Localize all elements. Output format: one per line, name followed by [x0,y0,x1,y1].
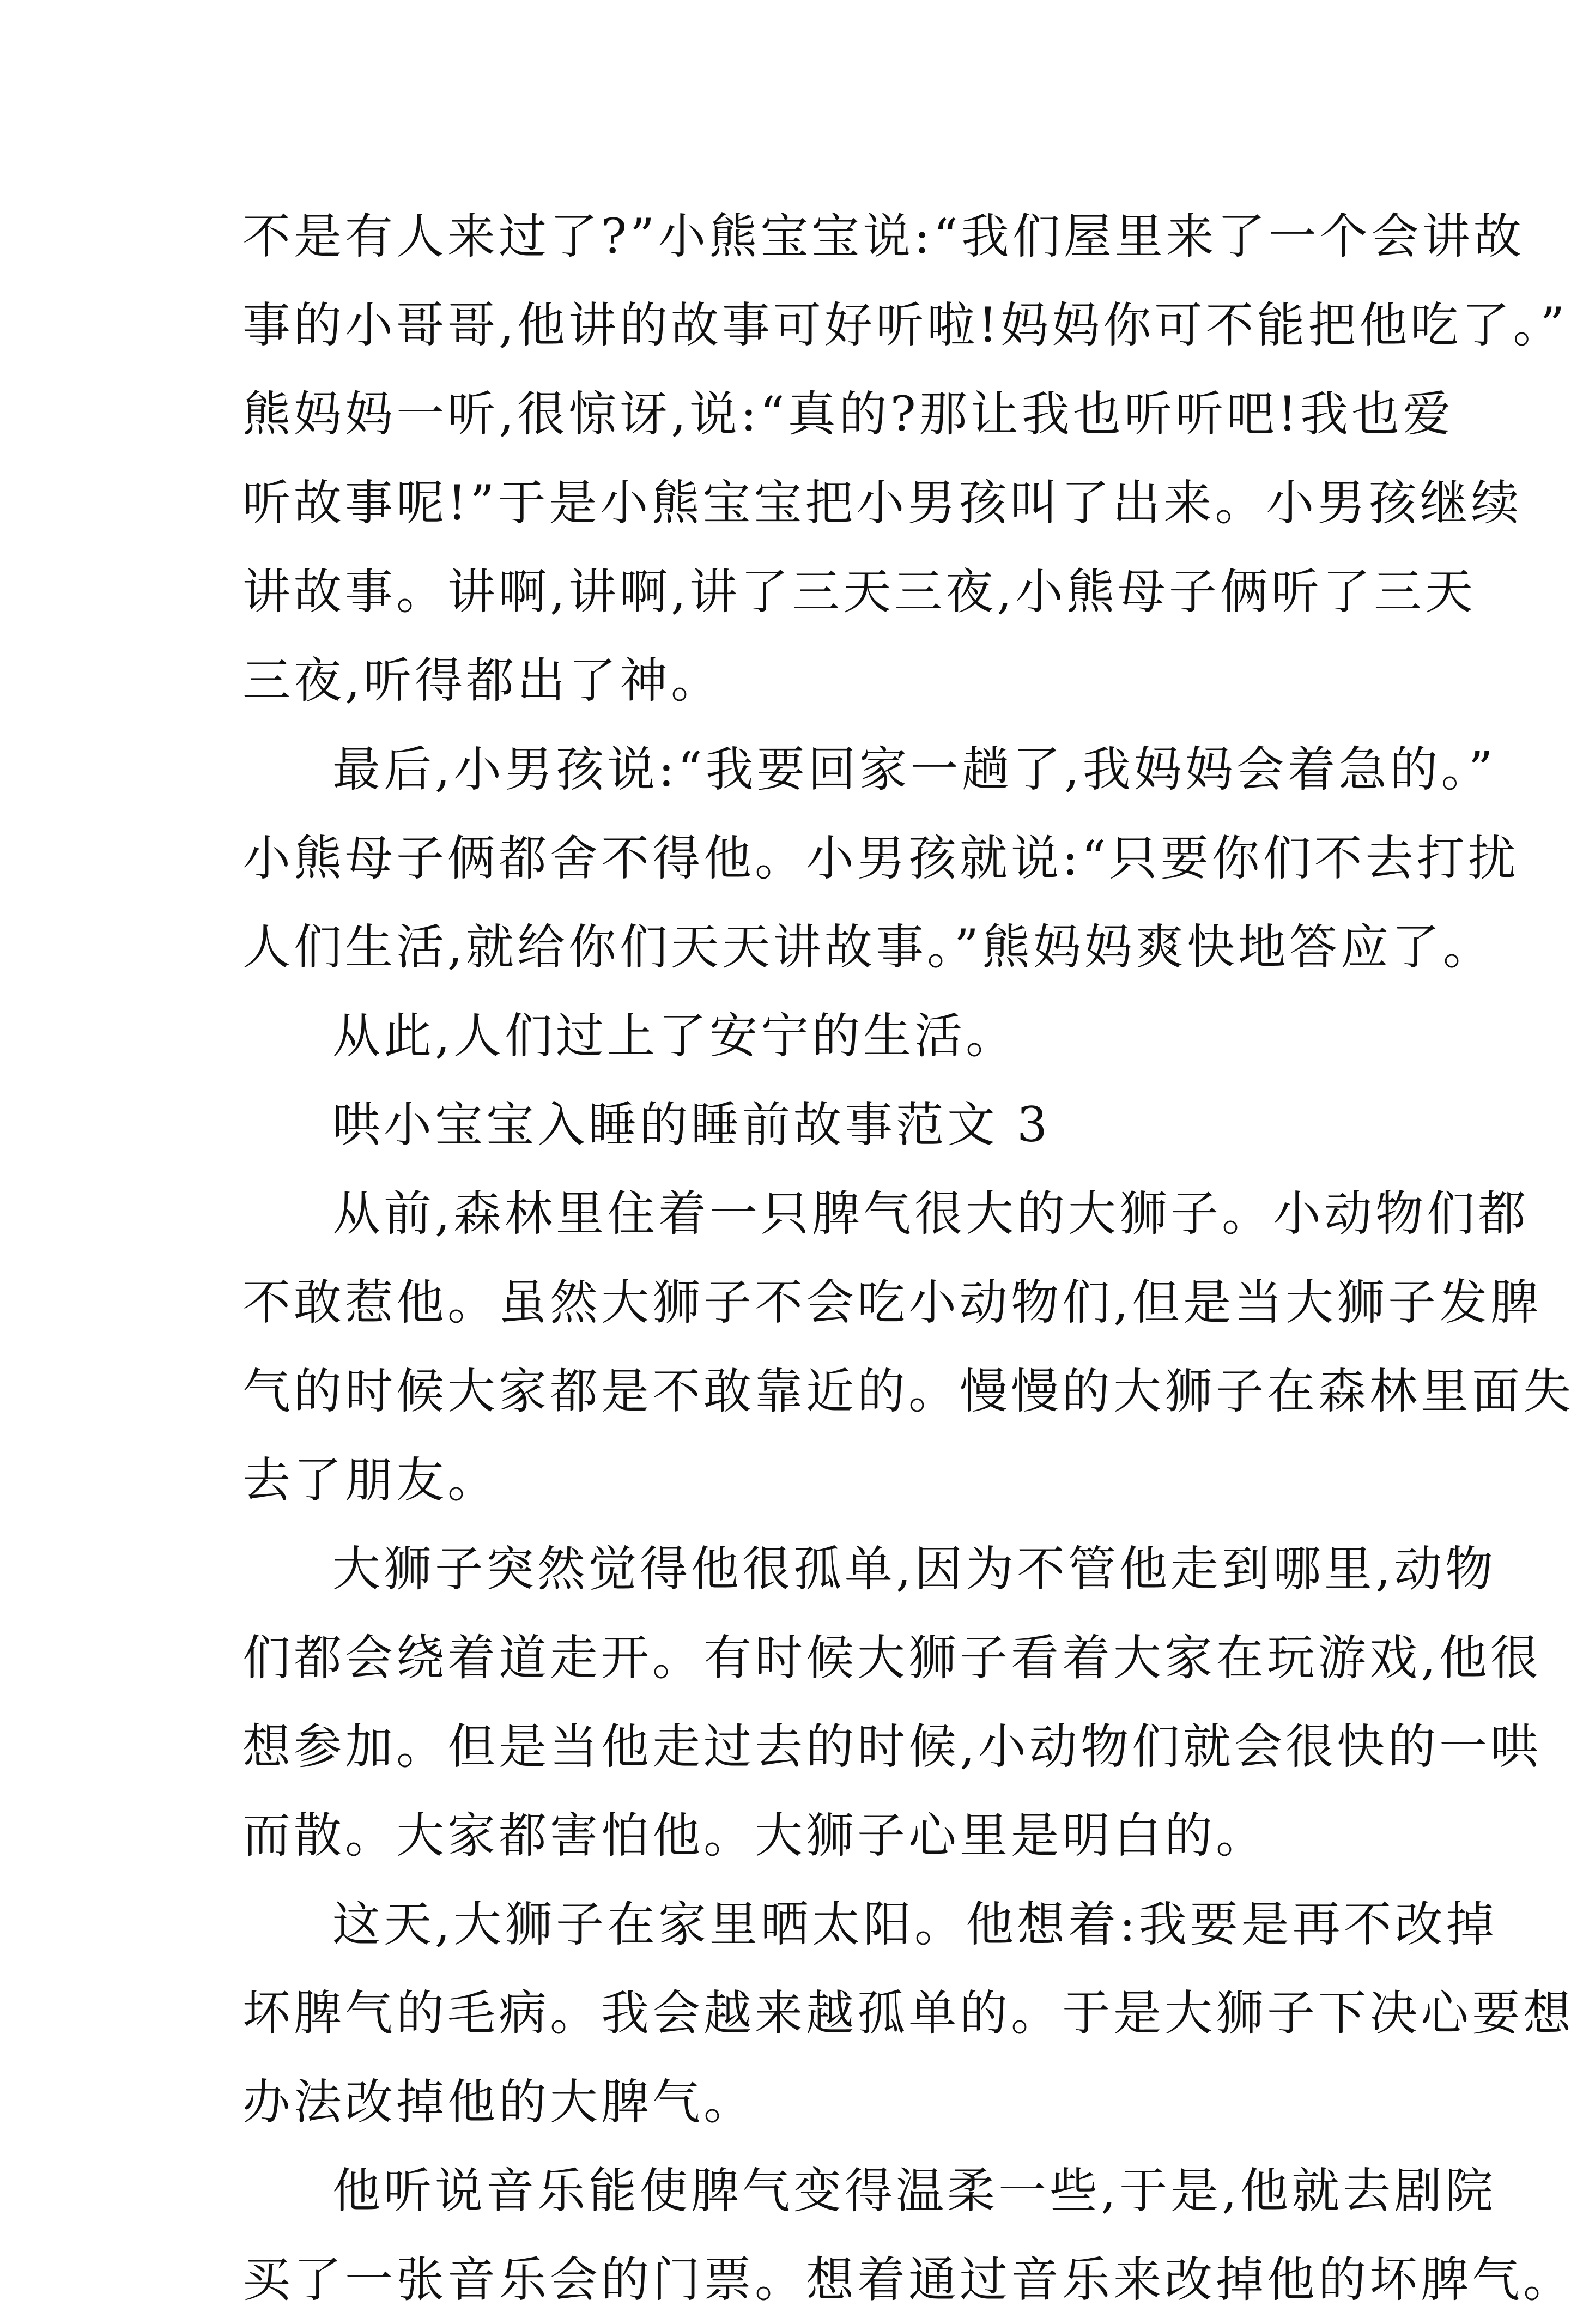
text-line: 大狮子突然觉得他很孤单,因为不管他走到哪里,动物 [332,1541,1496,1597]
text-line: 想参加。但是当他走过去的时候,小动物们就会很快的一哄 [242,1718,1542,1775]
text-line: 最后,小男孩说:“我要回家一趟了,我妈妈会着急的。” [332,741,1496,797]
text-line: 去了朋友。 [242,1452,499,1508]
text-line: 不是有人来过了?”小熊宝宝说:“我们屋里来了一个会讲故 [242,208,1525,264]
text-line: 买了一张音乐会的门票。想着通过音乐来改掉他的坏脾气。 [242,2252,1575,2308]
text-line: 听故事呢!”于是小熊宝宝把小男孩叫了出来。小男孩继续 [242,475,1523,531]
text-line: 办法改掉他的大脾气。 [242,2074,755,2130]
text-line: 们都会绕着道走开。有时候大狮子看着大家在玩游戏,他很 [242,1630,1542,1686]
text-line: 哄小宝宝入睡的睡前故事范文 3 [332,1097,1051,1153]
text-line: 讲故事。讲啊,讲啊,讲了三天三夜,小熊母子俩听了三天 [242,564,1476,620]
text-line: 他听说音乐能使脾气变得温柔一些,于是,他就去剧院 [332,2163,1496,2219]
text-line: 这天,大狮子在家里晒太阳。他想着:我要是再不改掉 [332,1896,1497,1952]
text-line: 三夜,听得都出了神。 [242,652,722,709]
text-line: 从此,人们过上了安宁的生活。 [332,1008,1017,1064]
text-line: 熊妈妈一听,很惊讶,说:“真的?那让我也听听吧!我也爱 [242,386,1454,442]
text-line: 气的时候大家都是不敢靠近的。慢慢的大狮子在森林里面失 [242,1363,1575,1419]
text-line: 从前,森林里住着一只脾气很大的大狮子。小动物们都 [332,1185,1529,1242]
document-body [242,192,1575,2324]
text-line: 人们生活,就给你们天天讲故事。”熊妈妈爽快地答应了。 [242,919,1494,975]
text-line: 事的小哥哥,他讲的故事可好听啦!妈妈你可不能把他吃了。” [242,297,1568,353]
text-line: 而散。大家都害怕他。大狮子心里是明白的。 [242,1807,1267,1863]
text-line: 坏脾气的毛病。我会越来越孤单的。于是大狮子下决心要想 [242,1985,1575,2041]
text-line: 小熊母子俩都舍不得他。小男孩就说:“只要你们不去打扰 [242,830,1519,886]
text-line: 不敢惹他。虽然大狮子不会吃小动物们,但是当大狮子发脾 [242,1274,1542,1330]
